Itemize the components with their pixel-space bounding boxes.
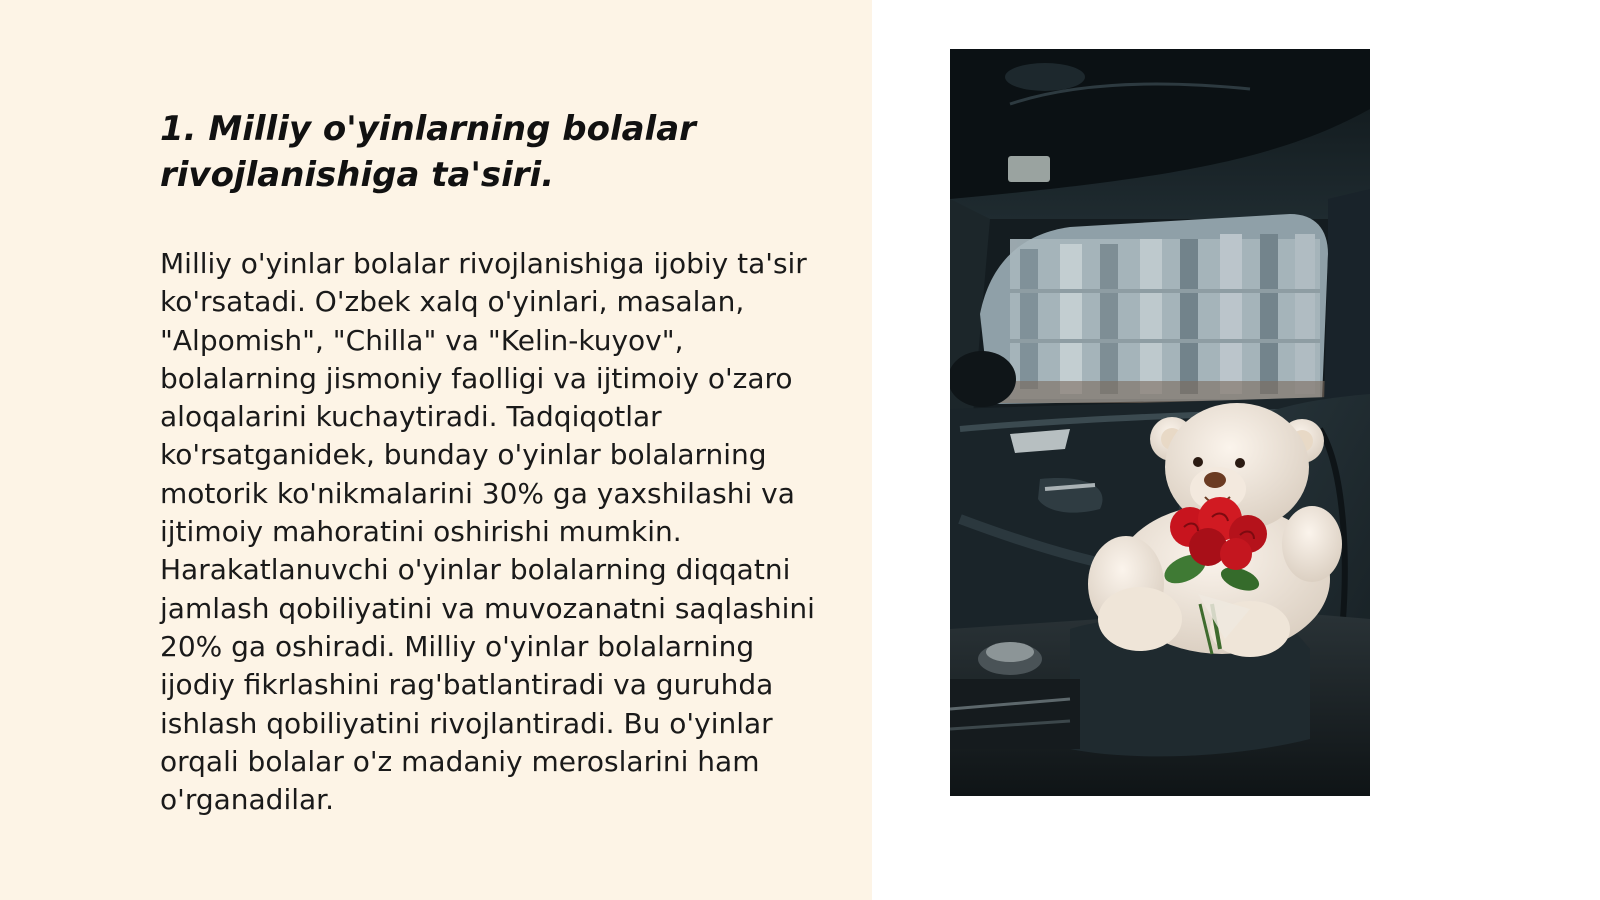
teddy-bear-car-photo	[950, 49, 1370, 796]
slide-title: 1. Milliy o'yinlarning bolalar rivojlanishiga ta'siri.	[160, 109, 696, 195]
slide-body-text: Milliy o'yinlar bolalar rivojlanishiga ijobiy ta'sir ko'rsatadi. O'zbek xalq o'yinlari, masalan, "Alpomish", "Chilla" va "Kelin-kuyov", bolalarning jismoniy faolligi va ijtimoiy o'zaro aloqalarini kuchaytiradi. Tadqiqotlar ko'rsatganidek, bunday o'yinlar bolalarning motorik ko'nikmalarini 30% ga yaxshilashi va ijtimoiy mahoratini oshirishi mumkin. Harakatlanuvchi o'yinlar bolalarning diqqatni jamlash qobiliyatini va muvozanatni saqlashini 20% ga oshiradi. Milliy o'yinlar bolalarning ijodiy fikrlashini rag'batlantiradi va guruhda ishlash qobiliyatini rivojlantiradi. Bu o'yinlar orqali bolalar o'z madaniy meroslarini ham o'rganadilar.	[160, 247, 815, 817]
